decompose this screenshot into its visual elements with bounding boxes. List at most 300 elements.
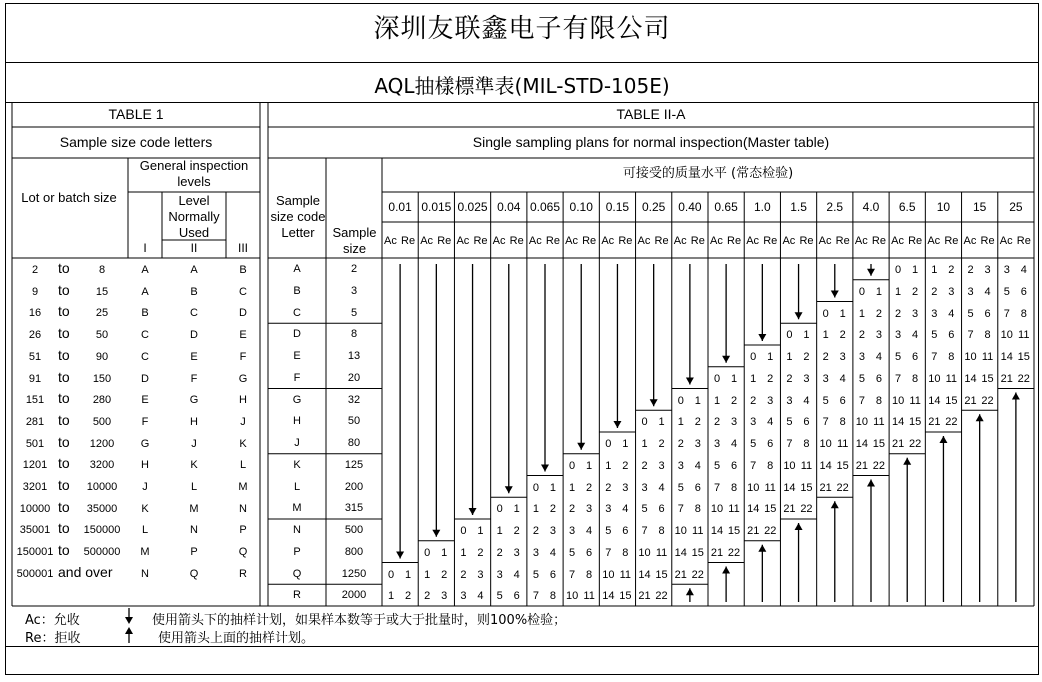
sample-size: 20 — [347, 371, 361, 384]
ac-header: Ac — [456, 235, 470, 247]
ac-header: Ac — [420, 235, 434, 247]
level-ii-value: D — [190, 329, 198, 342]
re-header: Re — [618, 235, 633, 247]
sheet-title: AQL抽樣標準表(MIL-STD-105E) — [374, 74, 670, 98]
re-header: Re — [763, 235, 778, 247]
ac-value: 1 — [750, 372, 757, 385]
re-value: 2 — [948, 264, 955, 276]
ac-value: 2 — [858, 329, 865, 342]
ac-value: 10 — [891, 394, 905, 407]
ac-value: 2 — [496, 546, 503, 559]
re-value: 4 — [839, 372, 846, 385]
code-letter: N — [293, 524, 301, 536]
lot-from: 9 — [31, 285, 39, 298]
code-letter: A — [293, 263, 301, 275]
re-value: 22 — [945, 416, 958, 429]
re-value: 3 — [948, 285, 955, 298]
level-col-iii: III — [237, 241, 248, 255]
aql-value-header: 25 — [1009, 200, 1023, 214]
ac-header: Ac — [384, 235, 397, 247]
re-value: 11 — [800, 459, 813, 472]
legend-re: Re：拒收 — [25, 631, 81, 646]
ac-value: 14 — [1000, 351, 1013, 363]
aql-value-header: 4.0 — [862, 200, 880, 214]
code-letter: Q — [292, 567, 302, 580]
sample-size: 8 — [350, 328, 358, 341]
ac-value: 7 — [895, 372, 902, 385]
level-iii-value: M — [238, 481, 248, 493]
ac-value: 2 — [786, 372, 793, 385]
aql-value-header: 0.025 — [457, 200, 488, 214]
re-value: 8 — [875, 394, 882, 407]
re-value: 6 — [948, 329, 955, 342]
code-letter: P — [293, 545, 301, 558]
level-i-value: L — [141, 524, 149, 537]
re-value: 1 — [912, 264, 919, 276]
code-letter: L — [293, 480, 301, 493]
re-value: 22 — [872, 459, 885, 472]
ac-value: 3 — [931, 307, 938, 320]
level-iii-value: Q — [238, 546, 248, 559]
re-value: 2 — [658, 438, 665, 450]
lot-from: 10000 — [19, 502, 51, 515]
re-value: 3 — [839, 351, 846, 363]
ac-value: 14 — [855, 438, 868, 450]
level-ii-value: Q — [189, 567, 199, 580]
ac-header: Ac — [818, 235, 832, 247]
ac-value: 5 — [858, 372, 865, 385]
re-value: 22 — [691, 568, 704, 581]
lot-from: 26 — [28, 329, 42, 342]
level-iii-value: E — [239, 329, 247, 342]
re-value: 2 — [912, 285, 919, 298]
ac-value: 14 — [710, 525, 724, 537]
code-letter: J — [294, 437, 300, 449]
ac-value: 7 — [532, 590, 539, 603]
ac-value: 0 — [750, 351, 757, 363]
lot-sep: to — [58, 498, 70, 515]
aql-value-header: 1.5 — [790, 200, 807, 214]
re-value: 6 — [730, 459, 738, 472]
table2-subtitle: Single sampling plans for normal inspection(Master table) — [472, 134, 830, 150]
re-value: 8 — [948, 351, 955, 363]
re-value: 2 — [622, 459, 629, 472]
re-value: 22 — [764, 525, 777, 537]
lot-from: 35001 — [19, 524, 51, 537]
re-header: Re — [690, 235, 705, 247]
re-value: 3 — [513, 546, 520, 559]
sample-size: 500 — [344, 524, 364, 536]
ac-value: 5 — [967, 307, 974, 320]
re-value: 2 — [875, 307, 882, 320]
re-value: 11 — [836, 438, 849, 450]
re-value: 2 — [513, 525, 520, 537]
ac-value: 21 — [928, 416, 941, 429]
sample-size: 1250 — [341, 567, 367, 580]
re-value: 8 — [839, 416, 846, 429]
re-value: 2 — [803, 351, 810, 363]
re-header: Re — [1016, 235, 1031, 247]
re-value: 2 — [549, 503, 556, 516]
re-value: 3 — [803, 372, 810, 385]
re-value: 6 — [839, 394, 846, 407]
ac-value: 1 — [858, 307, 865, 320]
level-i-value: K — [141, 502, 149, 515]
re-value: 4 — [730, 438, 738, 450]
aql-value-header: 2.5 — [826, 200, 844, 214]
ac-header: Ac — [963, 235, 977, 247]
ac-value: 3 — [750, 416, 757, 429]
ac-value: 14 — [964, 372, 977, 385]
level-ii-value: E — [190, 350, 198, 363]
re-value: 22 — [836, 481, 849, 494]
re-header: Re — [545, 235, 560, 247]
ac-value: 1 — [496, 525, 503, 537]
ac-value: 5 — [713, 459, 721, 472]
ac-value: 2 — [569, 503, 576, 516]
legend-up-text: 使用箭头上面的抽样计划。 — [158, 631, 315, 646]
ac-value: 1 — [569, 481, 576, 494]
level-ii-value: J — [191, 437, 197, 450]
level-ii-value: A — [190, 264, 198, 276]
lot-sep: to — [58, 542, 70, 559]
re-value: 22 — [727, 546, 741, 559]
ac-value: 5 — [532, 568, 539, 581]
re-value: 15 — [655, 568, 668, 581]
level-iii-value: K — [239, 437, 247, 450]
re-value: 6 — [984, 307, 991, 320]
ac-value: 0 — [677, 394, 684, 407]
aql-value-header: 0.25 — [641, 200, 666, 214]
ac-header: Ac — [782, 235, 796, 247]
ac-value: 5 — [750, 438, 757, 450]
level-col-ii: II — [190, 241, 198, 255]
ac-value: 5 — [605, 525, 612, 537]
level-ii-value: N — [190, 524, 198, 537]
level-i-value: C — [141, 350, 149, 363]
re-header: Re — [908, 235, 923, 247]
re-value: 15 — [908, 416, 922, 429]
re-value: 8 — [658, 525, 665, 537]
lot-sep: to — [58, 260, 70, 276]
re-value: 2 — [404, 590, 412, 603]
code-letter: C — [293, 306, 301, 319]
re-value: 4 — [694, 459, 701, 472]
ac-value: 0 — [895, 264, 902, 276]
ac-value: 0 — [605, 438, 612, 450]
sample-size: 800 — [344, 545, 364, 558]
ac-value: 3 — [569, 525, 576, 537]
re-value: 3 — [912, 307, 919, 320]
re-value: 6 — [586, 546, 593, 559]
ac-value: 7 — [1003, 307, 1010, 320]
re-value: 22 — [655, 590, 668, 603]
re-value: 22 — [800, 503, 813, 516]
ac-value: 2 — [750, 394, 757, 407]
ac-value: 14 — [747, 503, 760, 516]
ac-value: 7 — [967, 329, 974, 342]
re-value: 11 — [945, 372, 958, 385]
level-i-value: M — [140, 546, 150, 559]
ac-value: 10 — [928, 372, 941, 385]
code-letter: F — [293, 371, 301, 384]
re-value: 1 — [839, 307, 846, 320]
code-letter: M — [292, 502, 302, 515]
ac-value: 10 — [565, 590, 579, 603]
sample-size: 2000 — [341, 589, 367, 602]
re-value: 4 — [1020, 264, 1027, 276]
ac-value: 0 — [387, 568, 395, 581]
ac-value: 5 — [822, 394, 829, 407]
ac-header: Ac — [746, 235, 760, 247]
re-value: 15 — [945, 394, 958, 407]
re-value: 1 — [586, 459, 593, 472]
re-header: Re — [654, 235, 669, 247]
ac-value: 2 — [895, 307, 902, 320]
lot-to: 90 — [95, 350, 109, 363]
ac-value: 10 — [638, 546, 651, 559]
table1-title: TABLE 1 — [108, 106, 164, 122]
ac-value: 14 — [602, 590, 615, 603]
ac-value: 3 — [496, 568, 503, 581]
level-ii-value: G — [189, 394, 199, 407]
lot-sep: to — [58, 281, 70, 298]
ac-header: Ac — [565, 235, 578, 247]
re-value: 8 — [694, 503, 701, 516]
re-value: 15 — [800, 481, 813, 494]
ac-value: 5 — [931, 329, 938, 342]
re-header: Re — [473, 235, 488, 247]
re-value: 1 — [622, 438, 629, 450]
lot-size-header: Lot or batch size — [21, 190, 117, 205]
lot-from: 151 — [25, 394, 45, 407]
ac-value: 0 — [713, 372, 721, 385]
level-iii-value: N — [239, 502, 247, 515]
lot-sep: to — [58, 477, 70, 493]
ac-value: 7 — [858, 394, 865, 407]
lot-sep: to — [58, 433, 70, 450]
general-levels-header: General inspection levels — [139, 158, 249, 189]
re-value: 15 — [1017, 351, 1030, 363]
lot-to: 15 — [95, 285, 109, 298]
lot-to: 500 — [92, 415, 112, 428]
lot-to: 280 — [92, 394, 112, 407]
company-name: 深圳友联鑫电子有限公司 — [373, 14, 671, 44]
ac-value: 21 — [1000, 372, 1013, 385]
ac-value: 7 — [713, 481, 721, 494]
code-letter: B — [293, 284, 301, 297]
re-header: Re — [944, 235, 959, 247]
level-ii-value: L — [190, 481, 198, 493]
ac-value: 1 — [532, 503, 539, 516]
ac-value: 0 — [641, 416, 648, 429]
re-value: 4 — [586, 525, 593, 537]
level-col-i: I — [143, 241, 147, 255]
ac-value: 2 — [460, 568, 467, 581]
ac-value: 14 — [638, 568, 651, 581]
lot-sep: and over — [58, 563, 113, 580]
level-iii-value: L — [239, 459, 247, 472]
lot-from: 501 — [25, 437, 45, 450]
re-value: 1 — [477, 525, 484, 537]
table2-title: TABLE II-A — [616, 106, 686, 122]
re-value: 3 — [586, 503, 593, 516]
ac-value: 0 — [424, 546, 431, 559]
ac-value: 7 — [931, 351, 938, 363]
sample-size: 315 — [344, 502, 364, 515]
re-value: 3 — [441, 590, 448, 603]
ac-value: 10 — [783, 459, 796, 472]
sample-size: 80 — [347, 437, 361, 449]
ac-value: 3 — [460, 590, 467, 603]
re-value: 1 — [513, 503, 520, 516]
ac-value: 14 — [674, 546, 687, 559]
code-letter: G — [292, 393, 302, 406]
level-i-value: A — [141, 285, 149, 298]
ac-value: 1 — [822, 329, 829, 342]
ac-value: 21 — [891, 438, 905, 450]
lot-from: 150001 — [16, 546, 54, 559]
re-value: 11 — [909, 394, 921, 407]
lot-from: 2 — [31, 264, 39, 276]
re-value: 6 — [767, 438, 774, 450]
re-value: 11 — [981, 351, 994, 363]
level-ii-value: B — [190, 285, 198, 298]
level-i-value: E — [141, 394, 149, 407]
ac-value: 3 — [822, 372, 829, 385]
lot-to: 25 — [95, 307, 109, 320]
ac-value: 3 — [713, 438, 721, 450]
aql-value-header: 10 — [936, 200, 951, 214]
ac-value: 3 — [786, 394, 793, 407]
table1-subtitle: Sample size code letters — [59, 134, 213, 150]
level-iii-value: R — [239, 567, 247, 580]
ac-value: 21 — [964, 394, 977, 407]
legend-ac: Ac：允收 — [25, 613, 80, 628]
ac-value: 3 — [641, 481, 648, 494]
legend-down-text: 使用箭头下的抽样计划，如果样本数等于或大于批量时，则100%检验； — [152, 613, 567, 628]
re-value: 6 — [622, 525, 629, 537]
ac-value: 10 — [747, 481, 760, 494]
ac-header: Ac — [601, 235, 615, 247]
ac-value: 1 — [713, 394, 721, 407]
re-value: 1 — [658, 416, 665, 429]
aql-value-header: 6.5 — [898, 200, 916, 214]
ac-value: 2 — [931, 285, 938, 298]
sample-size-header: Sample size — [332, 225, 377, 256]
re-value: 11 — [764, 481, 776, 494]
ac-value: 2 — [822, 351, 829, 363]
re-value: 6 — [803, 416, 810, 429]
level-i-value: C — [141, 329, 149, 342]
re-header: Re — [871, 235, 886, 247]
re-value: 4 — [803, 394, 810, 407]
ac-value: 1 — [424, 568, 431, 581]
re-value: 2 — [694, 416, 701, 429]
lot-to: 50 — [95, 329, 109, 342]
ac-value: 21 — [638, 590, 651, 603]
ac-value: 5 — [677, 481, 684, 494]
ac-value: 14 — [891, 416, 905, 429]
ac-value: 2 — [424, 590, 431, 603]
ac-value: 2 — [967, 264, 974, 276]
ac-value: 21 — [783, 503, 796, 516]
re-value: 11 — [583, 590, 595, 603]
ac-value: 3 — [532, 546, 539, 559]
ac-value: 5 — [786, 416, 793, 429]
ac-header: Ac — [492, 235, 506, 247]
ac-header: Ac — [673, 235, 687, 247]
ac-value: 3 — [858, 351, 865, 363]
ac-value: 1 — [895, 285, 902, 298]
ac-value: 7 — [605, 546, 612, 559]
re-value: 8 — [912, 372, 919, 385]
level-i-value: J — [142, 481, 148, 493]
sample-size: 200 — [344, 480, 364, 493]
re-value: 4 — [875, 351, 882, 363]
arrow-up-icon — [125, 627, 133, 643]
ac-value: 1 — [786, 351, 793, 363]
sample-size: 3 — [350, 284, 358, 297]
re-value: 1 — [803, 329, 810, 342]
aql-value-header: 0.01 — [388, 200, 412, 214]
re-value: 15 — [981, 372, 994, 385]
ac-value: 5 — [895, 351, 902, 363]
re-value: 11 — [728, 503, 740, 516]
re-value: 1 — [730, 372, 738, 385]
sample-size: 125 — [344, 458, 364, 471]
level-iii-value: J — [240, 415, 246, 428]
ac-value: 7 — [569, 568, 576, 581]
aql-value-header: 0.10 — [569, 200, 593, 214]
lot-from: 16 — [28, 307, 42, 320]
aql-value-header: 1.0 — [753, 200, 771, 214]
re-value: 4 — [658, 481, 665, 494]
lot-from: 91 — [28, 372, 42, 385]
re-value: 6 — [694, 481, 701, 494]
lot-sep: to — [58, 346, 70, 363]
re-value: 1 — [404, 568, 412, 581]
lot-to: 3200 — [89, 459, 115, 472]
lot-sep: to — [58, 303, 70, 320]
level-iii-value: C — [239, 285, 247, 298]
re-value: 3 — [549, 525, 556, 537]
re-value: 15 — [691, 546, 704, 559]
ac-value: 5 — [496, 590, 503, 603]
re-value: 3 — [477, 568, 484, 581]
re-value: 3 — [622, 481, 629, 494]
ac-value: 10 — [819, 438, 832, 450]
level-i-value: H — [141, 459, 149, 472]
ac-value: 3 — [605, 503, 612, 516]
level-iii-value: B — [239, 264, 247, 276]
lot-sep: to — [58, 520, 70, 537]
code-letter: R — [293, 589, 301, 602]
ac-value: 14 — [819, 459, 832, 472]
aql-value-header: 0.15 — [605, 200, 630, 214]
sample-size: 50 — [347, 415, 361, 428]
level-iii-value: D — [239, 307, 247, 320]
ac-header: Ac — [637, 235, 651, 247]
level-i-value: B — [141, 307, 149, 320]
ac-value: 10 — [855, 416, 868, 429]
ac-value: 7 — [750, 459, 757, 472]
level-i-value: N — [141, 567, 149, 580]
re-header: Re — [727, 235, 742, 247]
ac-value: 10 — [1000, 329, 1013, 342]
ac-value: 21 — [819, 481, 832, 494]
re-value: 15 — [836, 459, 849, 472]
